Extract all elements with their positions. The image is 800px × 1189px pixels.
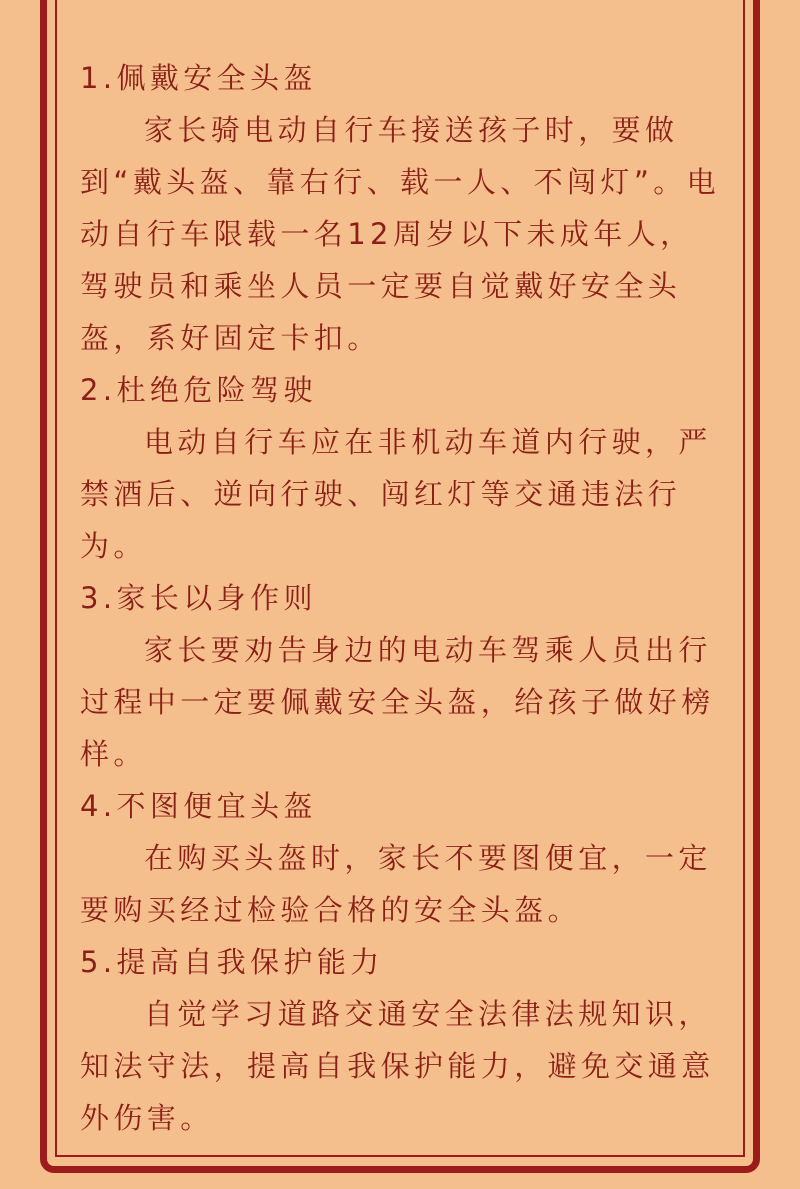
tip-section-5 xyxy=(80,936,725,1144)
tip-body: 家长要劝告身边的电动车驾乘人员出行过程中一定要佩戴安全头盔，给孩子做好榜样。 xyxy=(80,633,715,771)
tip-heading: 5.提高自我保护能力 xyxy=(80,945,384,979)
tip-body: 家长骑电动自行车接送孩子时，要做到“戴头盔、靠右行、载一人、不闯灯”。电动自行车限载一名12周岁以下未成年人，驾驶员和乘坐人员一定要自觉戴好安全头盔，系好固定卡扣。 xyxy=(80,113,721,355)
tip-body: 电动自行车应在非机动车道内行驶，严禁酒后、逆向行驶、闯红灯等交通违法行为。 xyxy=(80,425,712,563)
safety-tips-content xyxy=(80,52,725,1144)
tip-section-1 xyxy=(80,52,725,364)
tip-heading: 1.佩戴安全头盔 xyxy=(80,61,317,95)
tip-heading: 3.家长以身作则 xyxy=(80,581,317,615)
tip-section-3 xyxy=(80,572,725,780)
tip-body: 自觉学习道路交通安全法律法规知识，知法守法，提高自我保护能力，避免交通意外伤害。 xyxy=(80,997,715,1135)
tip-heading: 2.杜绝危险驾驶 xyxy=(80,373,317,407)
tip-body: 在购买头盔时，家长不要图便宜，一定要购买经过检验合格的安全头盔。 xyxy=(80,841,712,927)
tip-section-2 xyxy=(80,364,725,572)
tip-heading: 4.不图便宜头盔 xyxy=(80,789,317,823)
tip-section-4 xyxy=(80,780,725,936)
